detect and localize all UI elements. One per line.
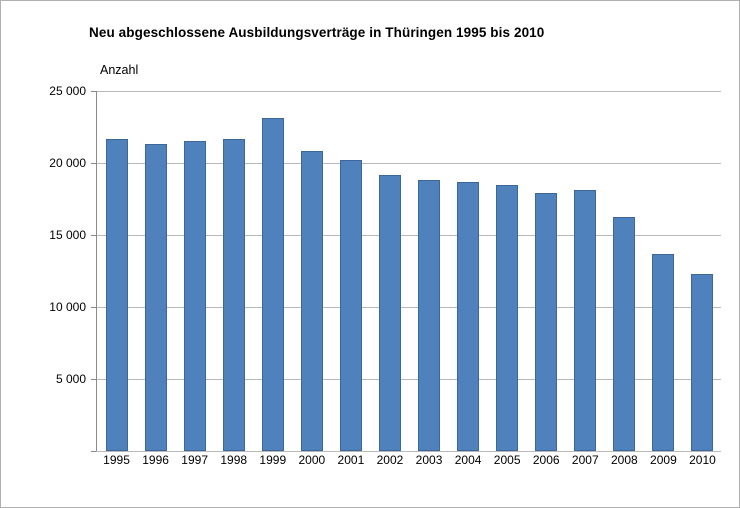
x-tick-label: 2008 — [610, 453, 638, 467]
x-tick-label: 2006 — [532, 453, 560, 467]
bar — [535, 193, 557, 451]
y-tick-label: 5 000 — [55, 372, 86, 386]
x-tick-label: 1995 — [103, 453, 130, 467]
x-tick-label: 2002 — [376, 453, 404, 467]
bar-slot — [682, 91, 721, 451]
x-tick-label: 1998 — [220, 453, 248, 467]
bar-slot — [604, 91, 643, 451]
bar-slot — [643, 91, 682, 451]
bar — [379, 175, 401, 451]
bar-slot — [448, 91, 487, 451]
x-tick-label: 1997 — [181, 453, 208, 467]
bar — [652, 254, 674, 451]
x-tick-label: 2010 — [689, 453, 716, 467]
x-tick-label: 1996 — [142, 453, 169, 467]
x-tick-label: 2000 — [298, 453, 326, 467]
y-tick-label: 10 000 — [49, 300, 86, 314]
bar — [457, 182, 479, 451]
y-tick-mark — [91, 451, 96, 452]
x-axis-tick-labels — [97, 453, 722, 475]
x-tick-label: 1999 — [259, 453, 287, 467]
bar-slot — [175, 91, 214, 451]
x-tick-label: 2007 — [571, 453, 599, 467]
bar — [613, 217, 635, 451]
bar-slot — [292, 91, 331, 451]
bar-slot — [97, 91, 136, 451]
bar — [418, 180, 440, 451]
gridline — [96, 451, 721, 452]
bar — [184, 141, 206, 451]
y-tick-label: 15 000 — [49, 228, 86, 242]
x-tick-label: 2001 — [337, 453, 365, 467]
bar — [223, 139, 245, 451]
chart-title: Neu abgeschlossene Ausbildungsverträge in Thüringen 1995 bis 2010 — [89, 25, 545, 40]
x-tick-label: 2004 — [454, 453, 482, 467]
bar-series — [97, 91, 721, 451]
bar — [340, 160, 362, 451]
bar-slot — [526, 91, 565, 451]
x-tick-label: 2003 — [415, 453, 443, 467]
bar — [106, 139, 128, 451]
bar — [574, 190, 596, 451]
x-tick-label: 2005 — [493, 453, 521, 467]
y-tick-label: 25 000 — [49, 84, 86, 98]
y-axis-label: Anzahl — [100, 63, 139, 77]
x-tick-label: 2009 — [650, 453, 677, 467]
bar — [262, 118, 284, 451]
bar — [301, 151, 323, 451]
bar-slot — [370, 91, 409, 451]
bar-slot — [253, 91, 292, 451]
bar — [496, 185, 518, 451]
bar — [691, 274, 713, 451]
bar-slot — [487, 91, 526, 451]
plot-area — [49, 84, 721, 451]
bar-slot — [331, 91, 370, 451]
bar-slot — [565, 91, 604, 451]
y-tick-label: 20 000 — [49, 156, 86, 170]
bar-slot — [136, 91, 175, 451]
bar-slot — [214, 91, 253, 451]
bar-slot — [409, 91, 448, 451]
bar — [145, 144, 167, 451]
